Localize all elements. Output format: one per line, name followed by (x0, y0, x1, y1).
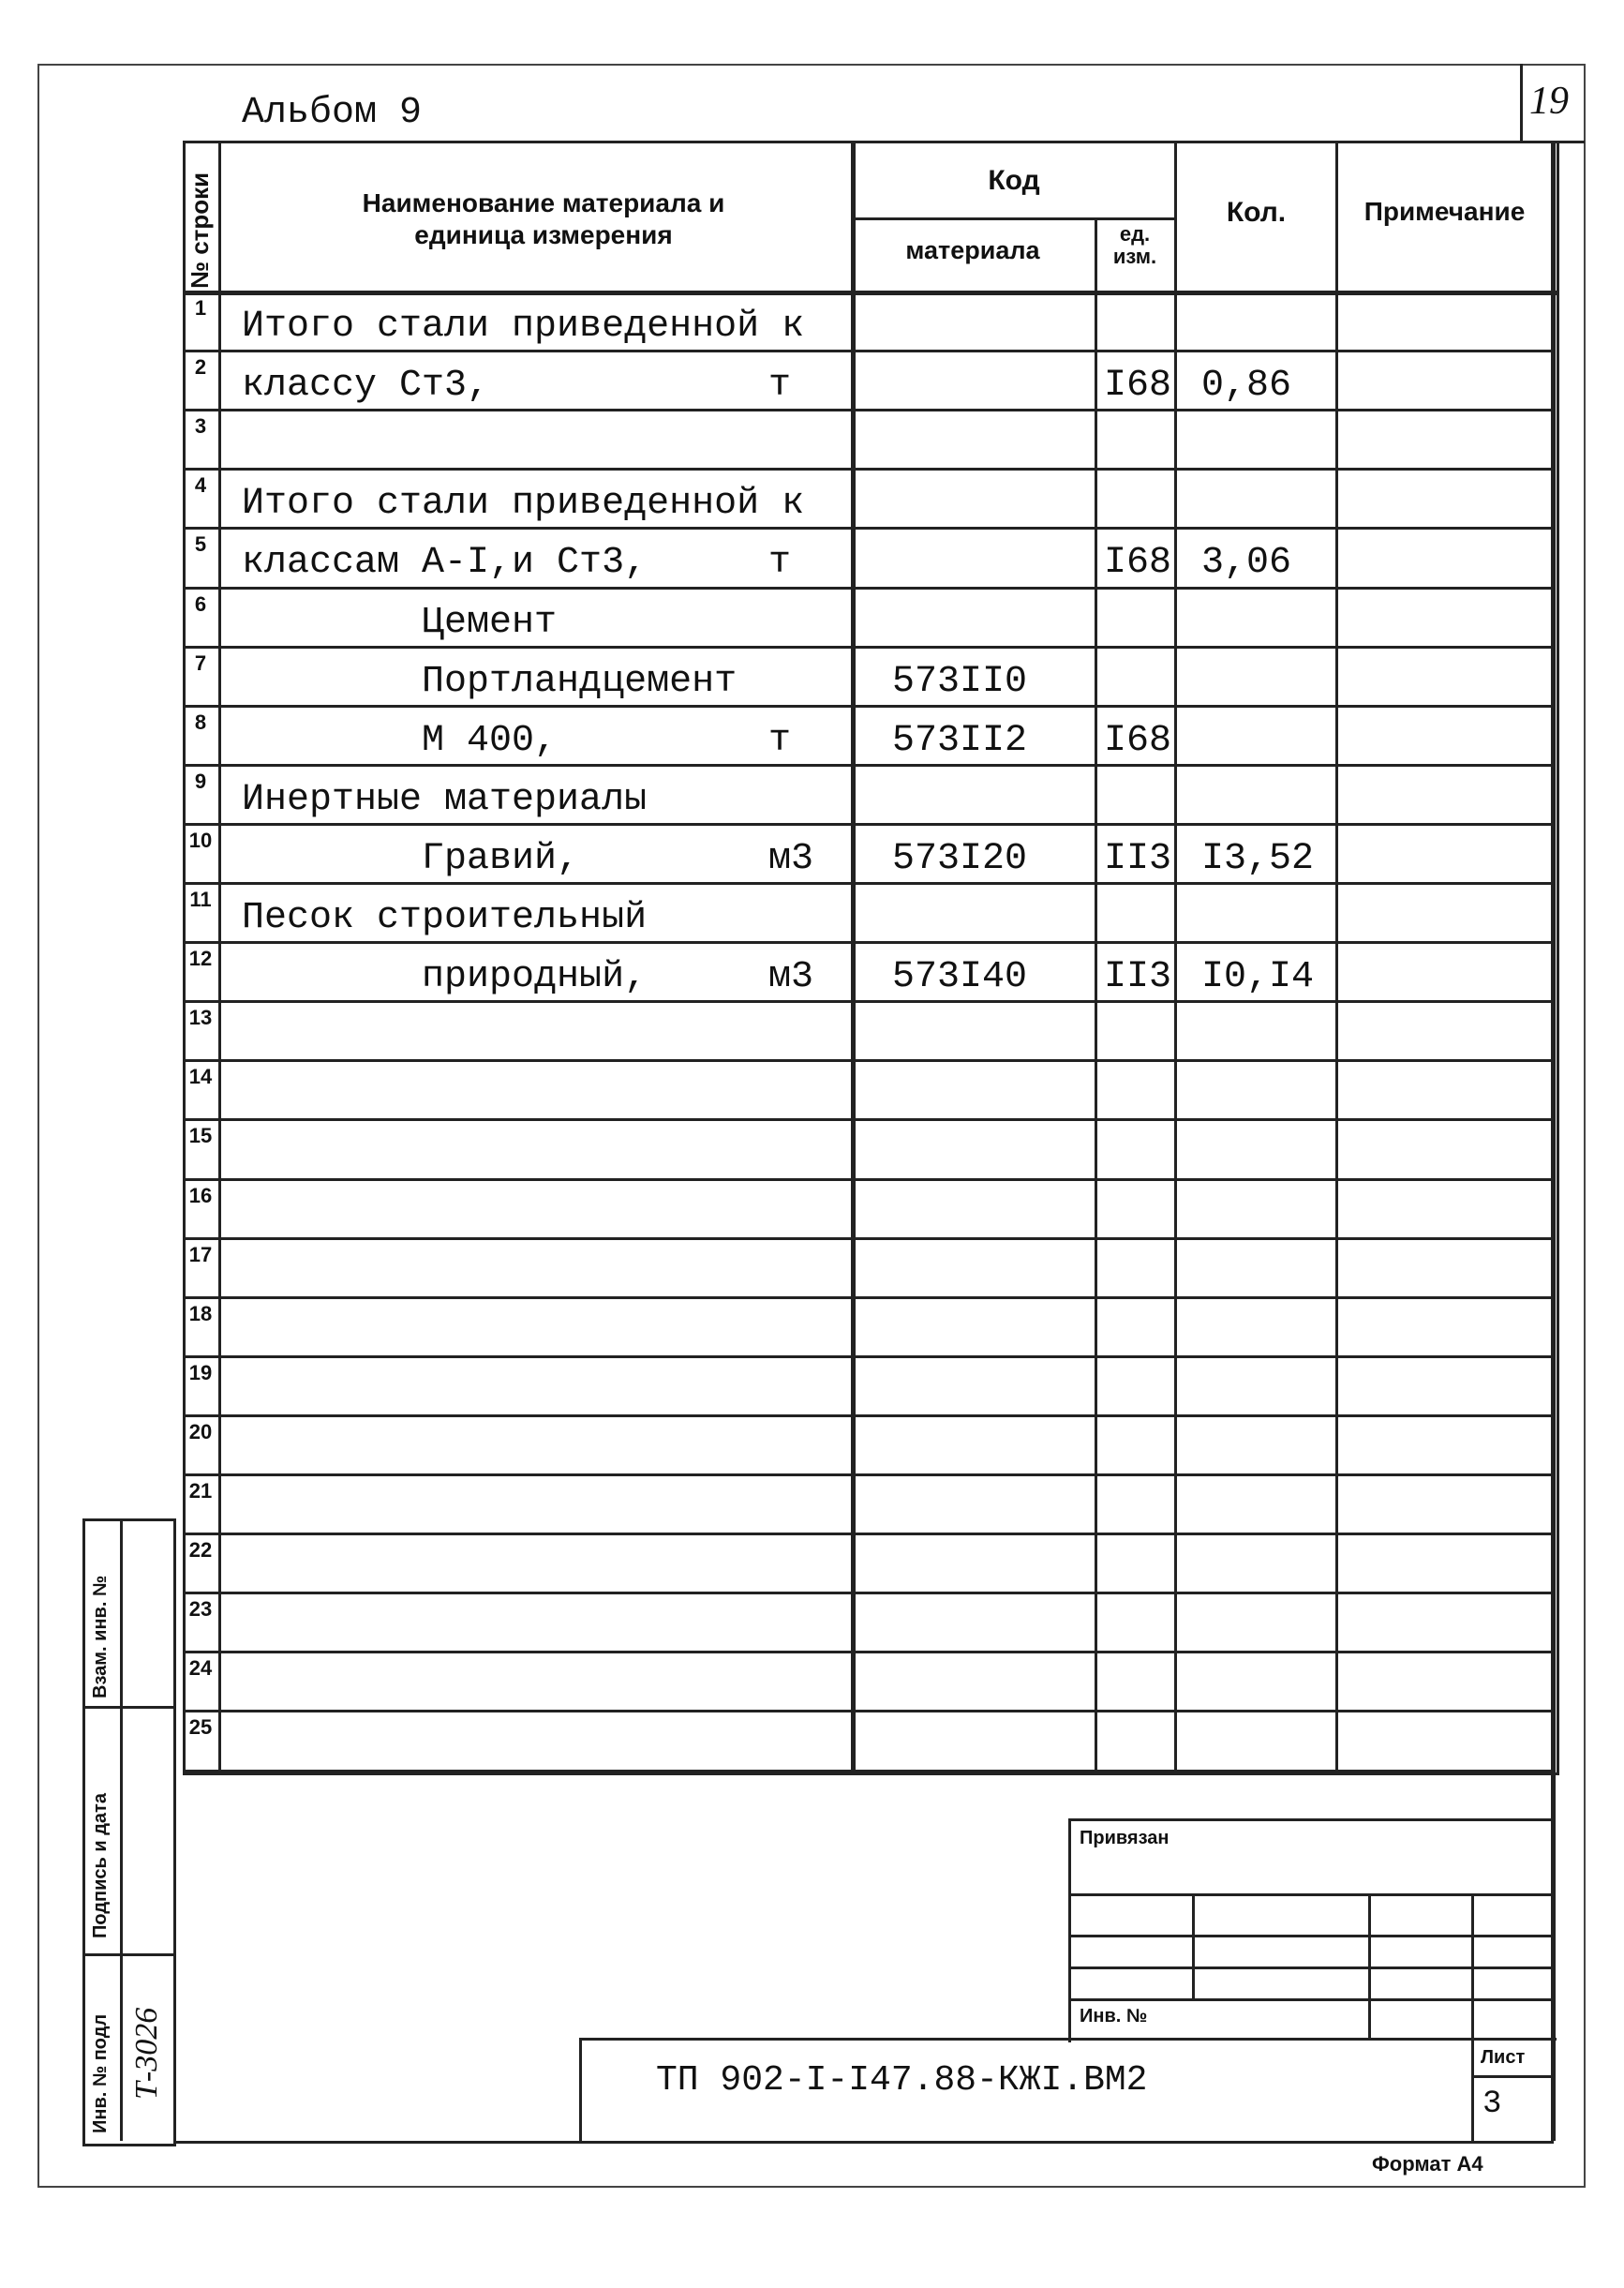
side-stamp-line-2 (82, 1953, 173, 1956)
row-number: 22 (188, 1538, 213, 1563)
unit-name: м3 (768, 837, 814, 880)
header-name (309, 187, 778, 251)
side-inv-orig-label: Инв. № подл (90, 2013, 111, 2133)
row-number: 10 (188, 828, 213, 852)
row-separator (183, 1770, 1554, 1772)
col-line-qty-right (1335, 141, 1338, 1770)
side-inv-orig-value: Т-3026 (129, 2007, 164, 2100)
row-separator (183, 1710, 1554, 1712)
lower-left-line (173, 1770, 176, 2141)
row-separator (183, 1651, 1554, 1653)
row-number: 21 (188, 1479, 213, 1503)
material-name: Итого стали приведенной к (242, 483, 805, 526)
row-separator (183, 1355, 1554, 1358)
page-number: 19 (1529, 80, 1569, 123)
unit-name: т (768, 365, 792, 408)
row-separator (183, 764, 1554, 767)
material-name: Песок строительный (242, 897, 648, 939)
row-separator (183, 823, 1554, 826)
row-number: 6 (194, 591, 207, 616)
row-number: 8 (194, 710, 207, 734)
row-separator (183, 1000, 1554, 1003)
side-stamp-divider (120, 1518, 123, 2141)
unit-code: I68 (1104, 719, 1172, 762)
privyazan-label: Привязан (1080, 1828, 1170, 1848)
row-separator (183, 1237, 1554, 1240)
row-separator (183, 1533, 1554, 1535)
material-code: 573I20 (892, 837, 1028, 880)
header-code-material: материала (905, 236, 1040, 264)
row-number: 24 (188, 1656, 213, 1681)
row-number: 25 (188, 1715, 213, 1740)
row-separator (183, 882, 1554, 885)
material-code: 573I40 (892, 956, 1028, 999)
unit-code: II3 (1104, 956, 1172, 999)
row-number: 4 (194, 473, 207, 498)
material-code: 573II0 (892, 660, 1028, 703)
row-number: 13 (188, 1006, 213, 1030)
row-separator (183, 705, 1554, 708)
header-row-no: № строки (186, 172, 214, 289)
album-title: Альбом 9 (242, 92, 423, 134)
header-bottom-line (183, 291, 1557, 295)
row-separator (183, 646, 1554, 649)
material-name: природный, (242, 956, 648, 999)
sheet-label-line (1471, 2075, 1554, 2078)
material-name: Гравий, (242, 837, 580, 880)
inv-no-label: Инв. № (1080, 2006, 1148, 2026)
row-number: 1 (194, 296, 207, 320)
sheet-col-line (1471, 2038, 1474, 2141)
privyazan-line-2 (1068, 1935, 1551, 1937)
material-name: М 400, (242, 719, 558, 762)
privyazan-line-3 (1068, 1966, 1551, 1969)
row-separator (183, 587, 1554, 590)
side-vzam-label: Взам. инв. № (90, 1575, 111, 1698)
unit-name: т (768, 542, 792, 585)
row-number: 3 (194, 414, 207, 439)
row-number: 16 (188, 1183, 213, 1207)
privyazan-line-4 (1068, 1998, 1551, 2001)
row-separator (183, 1473, 1554, 1476)
quantity: 3,06 (1201, 542, 1292, 585)
header-code-unit: ед. изм. (1112, 222, 1157, 268)
row-number: 14 (188, 1065, 213, 1089)
privyazan-col-2 (1368, 1893, 1371, 2040)
row-separator (183, 1414, 1554, 1417)
material-name: Портландцемент (242, 660, 738, 703)
row-separator (183, 409, 1554, 411)
row-number: 5 (194, 532, 207, 557)
privyazan-line-1 (1068, 1893, 1551, 1896)
row-number: 11 (189, 888, 212, 911)
material-name: классу Ст3, (242, 365, 490, 408)
row-number: 15 (188, 1124, 213, 1148)
material-code: 573II2 (892, 719, 1028, 762)
row-number: 7 (194, 651, 207, 675)
code-subheader-line (851, 217, 1177, 220)
row-separator (183, 350, 1554, 352)
row-number: 20 (188, 1419, 213, 1443)
col-line-right (1551, 141, 1556, 1770)
row-number: 18 (188, 1301, 213, 1325)
privyazan-col-3 (1471, 1893, 1474, 2040)
unit-code: II3 (1104, 837, 1172, 880)
side-stamp-line-1 (82, 1706, 173, 1709)
col-line-rownum (218, 141, 221, 1770)
unit-name: м3 (768, 956, 814, 999)
material-name: Итого стали приведенной к (242, 306, 805, 348)
row-separator (183, 1178, 1554, 1181)
row-separator (183, 1592, 1554, 1594)
row-separator (183, 468, 1554, 471)
row-separator (183, 1118, 1554, 1121)
row-number: 17 (188, 1242, 213, 1266)
quantity: I3,52 (1201, 837, 1315, 880)
unit-code: I68 (1104, 365, 1172, 408)
header-qty: Кол. (1226, 197, 1287, 228)
header-note: Примечание (1363, 197, 1526, 226)
unit-name: т (768, 719, 792, 762)
sheet-label: Лист (1481, 2047, 1526, 2068)
row-separator (183, 527, 1554, 530)
material-name: Цемент (242, 601, 558, 644)
row-number: 9 (194, 769, 207, 793)
unit-code: I68 (1104, 542, 1172, 585)
privyazan-col-1 (1192, 1893, 1195, 1998)
header-name-text: Наименование материала и единица измерения (362, 188, 725, 249)
material-name: классам А-I,и Ст3, (242, 542, 648, 585)
row-separator (183, 1296, 1554, 1299)
header-code: Код (988, 165, 1040, 196)
col-line-unit-right (1174, 141, 1177, 1770)
sheet-value: 3 (1482, 2086, 1502, 2122)
row-separator (183, 941, 1554, 944)
side-sign-date-label: Подпись и дата (90, 1793, 111, 1938)
col-line-code-left (851, 141, 856, 1770)
quantity: 0,86 (1201, 365, 1292, 408)
row-number: 23 (188, 1597, 213, 1622)
row-number: 12 (188, 947, 213, 971)
material-name: Инертные материалы (242, 778, 648, 821)
doc-code: ТП 902-I-I47.88-КЖI.ВМ2 (656, 2060, 1148, 2101)
quantity: I0,I4 (1201, 956, 1315, 999)
row-separator (183, 1059, 1554, 1062)
row-number: 2 (194, 355, 207, 380)
row-number: 19 (188, 1360, 213, 1384)
format-label: Формат А4 (1372, 2152, 1483, 2176)
col-line-code-mid (1095, 217, 1097, 1770)
